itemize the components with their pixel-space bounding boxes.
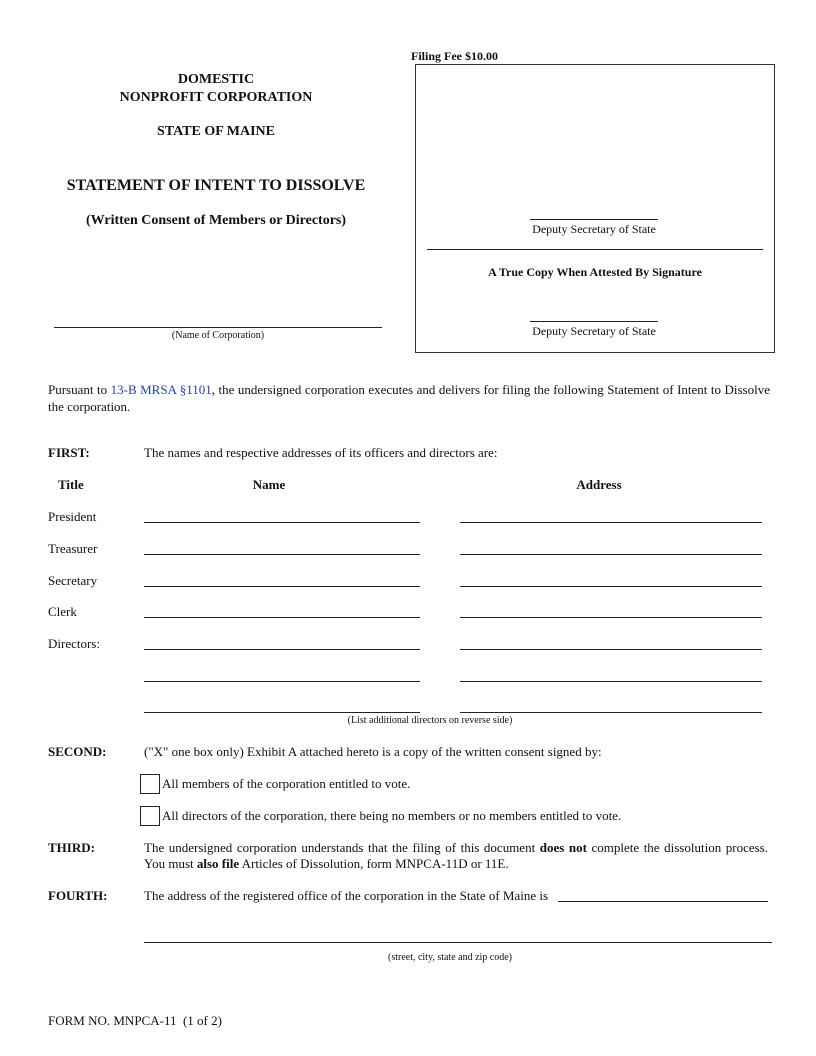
- members-checkbox[interactable]: [140, 774, 160, 794]
- intro-text-post: , the undersigned corporation executes and delivers for filing the following Statement of Intent to Dissolve the corporation.: [48, 382, 770, 414]
- director1-address-line[interactable]: [460, 649, 762, 650]
- third-label: THIRD:: [48, 840, 95, 855]
- registered-office-line-1[interactable]: [558, 901, 768, 902]
- clerk-address-line[interactable]: [460, 617, 762, 618]
- secretary-name-line[interactable]: [144, 586, 420, 587]
- deputy-signature-line-2: [530, 321, 658, 322]
- col-name-header: Name: [252, 477, 286, 492]
- secretary-address-line[interactable]: [460, 586, 762, 587]
- deputy-caption-1: Deputy Secretary of State: [532, 222, 656, 236]
- additional-directors-note: (List additional directors on reverse side): [347, 715, 513, 726]
- row-title-president: President: [48, 509, 97, 524]
- fourth-label: FOURTH:: [48, 888, 108, 903]
- statute-link[interactable]: 13-B MRSA §1101: [110, 382, 212, 397]
- director3-address-line[interactable]: [460, 712, 762, 713]
- row-title-directors: Directors:: [48, 636, 100, 651]
- third-text-1: The undersigned corporation understands that the filing of this document: [144, 840, 540, 855]
- first-label: FIRST:: [48, 445, 90, 460]
- third-text-2: complete the dissolution process. You must: [144, 840, 768, 871]
- directors-checkbox[interactable]: [140, 806, 160, 826]
- deputy-caption-2: Deputy Secretary of State: [532, 324, 656, 338]
- intro-text-pre: Pursuant to: [48, 382, 111, 397]
- header-line2: NONPROFIT CORPORATION: [119, 90, 313, 105]
- president-name-line[interactable]: [144, 522, 420, 523]
- filing-fee: Filing Fee $10.00: [411, 49, 498, 63]
- treasurer-address-line[interactable]: [460, 554, 762, 555]
- page-subtitle: (Written Consent of Members or Directors): [85, 213, 347, 228]
- director3-name-line[interactable]: [144, 712, 420, 713]
- director2-name-line[interactable]: [144, 681, 420, 682]
- directors-option-label: All directors of the corporation, there being no members or no members entitled to vote.: [162, 808, 622, 823]
- registered-office-line-2[interactable]: [144, 942, 772, 943]
- intro-paragraph: [48, 381, 770, 415]
- deputy-signature-line-1: [530, 219, 658, 220]
- corporation-name-caption: (Name of Corporation): [171, 330, 265, 341]
- col-address-header: Address: [576, 477, 622, 492]
- state-heading: STATE OF MAINE: [157, 124, 275, 139]
- true-copy-text: A True Copy When Attested By Signature: [488, 265, 702, 279]
- third-bold-2: also file: [196, 856, 240, 871]
- director1-name-line[interactable]: [144, 649, 420, 650]
- row-title-clerk: Clerk: [48, 604, 77, 619]
- third-bold-1: does not: [539, 840, 587, 855]
- second-text: ("X" one box only) Exhibit A attached hereto is a copy of the written consent signed by:: [144, 744, 602, 759]
- director2-address-line[interactable]: [460, 681, 762, 682]
- col-title-header: Title: [58, 477, 84, 492]
- address-caption: (street, city, state and zip code): [387, 952, 513, 963]
- treasurer-name-line[interactable]: [144, 554, 420, 555]
- clerk-name-line[interactable]: [144, 617, 420, 618]
- corporation-name-line[interactable]: [54, 327, 382, 328]
- row-title-secretary: Secretary: [48, 573, 98, 588]
- fourth-text: The address of the registered office of the corporation in the State of Maine is: [144, 888, 549, 903]
- header-line1: DOMESTIC: [177, 72, 255, 87]
- third-paragraph: [144, 840, 768, 872]
- page-title: STATEMENT OF INTENT TO DISSOLVE: [66, 177, 366, 194]
- row-title-treasurer: Treasurer: [48, 541, 98, 556]
- second-label: SECOND:: [48, 744, 107, 759]
- filing-divider: [427, 249, 763, 250]
- first-text: The names and respective addresses of its officers and directors are:: [144, 445, 498, 460]
- form-number: FORM NO. MNPCA-11 (1 of 2): [48, 1013, 222, 1028]
- third-text-3: Articles of Dissolution, form MNPCA-11D or 11E.: [239, 856, 509, 871]
- president-address-line[interactable]: [460, 522, 762, 523]
- members-option-label: All members of the corporation entitled to vote.: [162, 776, 411, 791]
- filing-box: [415, 64, 775, 353]
